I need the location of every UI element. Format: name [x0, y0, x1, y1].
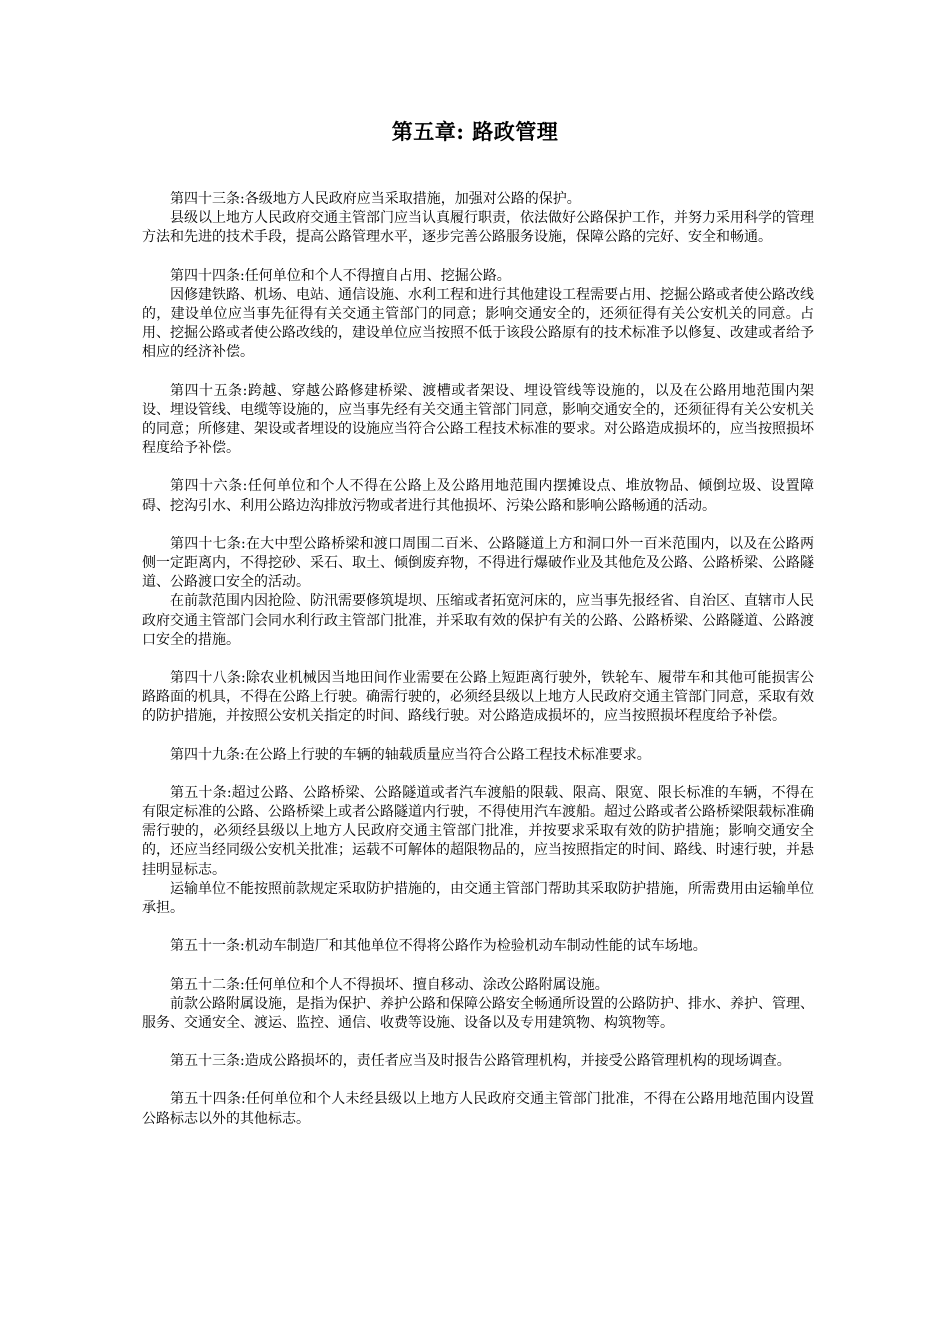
article-paragraph: 前款公路附属设施，是指为保护、养护公路和保障公路安全畅通所设置的公路防护、排水、养护、管理、服务、交通安全、渡运、监控、通信、收费等设施、设备以及专用建筑物、构筑物等。 — [142, 995, 814, 1031]
article-paragraph: 第四十八条:除农业机械因当地田间作业需要在公路上短距离行驶外，铁轮车、履带车和其他可能损害公路路面的机具，不得在公路上行驶。确需行驶的，必须经县级以上地方人民政府交通主管部门同意，采取有效的防护措施，并按照公安机关指定的时间、路线行驶。对公路造成损坏的，应当按照损坏程度给予补偿。 — [142, 670, 814, 725]
article-paragraph: 第四十六条:任何单位和个人不得在公路上及公路用地范围内摆摊设点、堆放物品、倾倒垃圾、设置障碍、挖沟引水、利用公路边沟排放污物或者进行其他损坏、污染公路和影响公路畅通的活动。 — [142, 478, 814, 514]
article-paragraph: 第五十四条:任何单位和个人未经县级以上地方人民政府交通主管部门批准，不得在公路用地范围内设置公路标志以外的其他标志。 — [142, 1091, 814, 1127]
article-47 — [142, 535, 814, 650]
article-paragraph: 在前款范围内因抢险、防汛需要修筑堤坝、压缩或者拓宽河床的，应当事先报经省、自治区、直辖市人民政府交通主管部门会同水利行政主管部门批准，并采取有效的保护有关的公路、公路桥梁、公路隧道、公路渡口安全的措施。 — [142, 593, 814, 648]
article-paragraph: 第五十条:超过公路、公路桥梁、公路隧道或者汽车渡船的限载、限高、限宽、限长标准的车辆，不得在有限定标准的公路、公路桥梁上或者公路隧道内行驶，不得使用汽车渡船。超过公路或者公路桥梁限载标准确需行驶的，必须经县级以上地方人民政府交通主管部门批准，并按要求采取有效的防护措施；影响交通安全的，还应当经同级公安机关批准；运载不可解体的超限物品的，应当按照指定的时间、路线、时速行驶，并悬挂明显标志。 — [142, 784, 814, 878]
article-54 — [142, 1090, 814, 1128]
article-paragraph: 第四十五条:跨越、穿越公路修建桥梁、渡槽或者架设、埋设管线等设施的，以及在公路用地范围内架设、埋设管线、电缆等设施的，应当事先经有关交通主管部门同意，影响交通安全的，还须征得有关公安机关的同意；所修建、架设或者埋设的设施应当符合公路工程技术标准的要求。对公路造成损坏的，应当按照损坏程度给予补偿。 — [142, 382, 814, 457]
document-body — [142, 190, 814, 1148]
article-paragraph: 因修建铁路、机场、电站、通信设施、水利工程和进行其他建设工程需要占用、挖掘公路或者使公路改线的，建设单位应当事先征得有关交通主管部门的同意；影响交通安全的，还须征得有关公安机关的同意。占用、挖掘公路或者使公路改线的，建设单位应当按照不低于该段公路原有的技术标准予以修复、改建或者给予相应的经济补偿。 — [142, 286, 814, 361]
article-paragraph: 第四十七条:在大中型公路桥梁和渡口周围二百米、公路隧道上方和洞口外一百米范围内，以及在公路两侧一定距离内，不得挖砂、采石、取土、倾倒废弃物，不得进行爆破作业及其他危及公路、公路桥梁、公路隧道、公路渡口安全的活动。 — [142, 535, 814, 591]
article-51 — [142, 937, 814, 956]
article-49 — [142, 746, 814, 765]
article-paragraph: 运输单位不能按照前款规定采取防护措施的，由交通主管部门帮助其采取防护措施，所需费用由运输单位承担。 — [142, 880, 814, 917]
article-43 — [142, 190, 814, 248]
article-53 — [142, 1052, 814, 1071]
chapter-title: 第五章: 路政管理 — [391, 119, 559, 144]
article-50 — [142, 784, 814, 918]
article-48 — [142, 669, 814, 727]
article-paragraph: 第四十九条:在公路上行驶的车辆的轴载质量应当符合公路工程技术标准要求。 — [170, 746, 651, 763]
article-paragraph: 县级以上地方人民政府交通主管部门应当认真履行职责，依法做好公路保护工作，并努力采用科学的管理方法和先进的技术手段，提高公路管理水平，逐步完善公路服务设施，保障公路的完好、安全和畅通。 — [142, 210, 814, 246]
article-paragraph: 第五十二条:任何单位和个人不得损坏、擅自移动、涂改公路附属设施。 — [170, 976, 609, 993]
article-paragraph: 第五十三条:造成公路损坏的，责任者应当及时报告公路管理机构，并接受公路管理机构的现场调查。 — [170, 1053, 791, 1070]
article-paragraph: 第五十一条:机动车制造厂和其他单位不得将公路作为检验机动车制动性能的试车场地。 — [170, 938, 707, 955]
article-paragraph: 第四十三条:各级地方人民政府应当采取措施，加强对公路的保护。 — [170, 191, 581, 207]
article-46 — [142, 477, 814, 515]
article-paragraph: 第四十四条:任何单位和个人不得擅自占用、挖掘公路。 — [170, 267, 511, 284]
article-44 — [142, 267, 814, 363]
article-52 — [142, 976, 814, 1034]
article-45 — [142, 382, 814, 459]
